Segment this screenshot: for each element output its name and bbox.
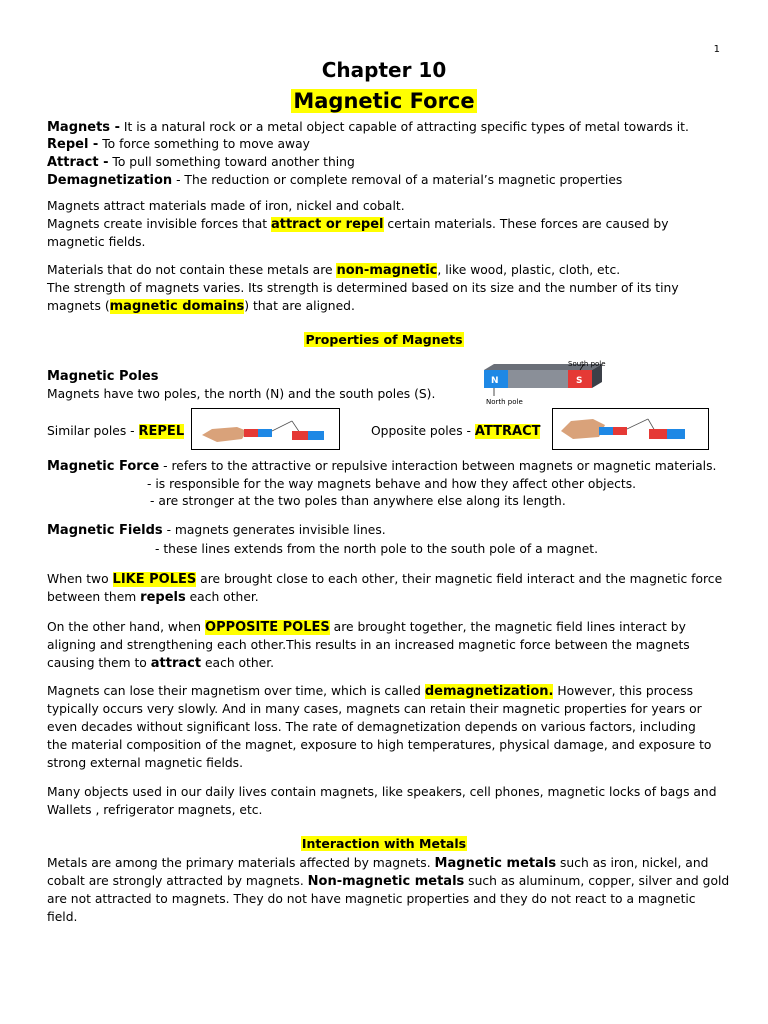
section-heading-properties: Properties of Magnets	[305, 332, 463, 347]
definition-attract: Attract - To pull something toward another thing	[47, 155, 355, 170]
paragraph-line: aligning and strengthening each other.This results in an increased magnetic force between the magnets	[47, 638, 690, 652]
chapter-heading: Chapter 10	[321, 58, 447, 82]
definition-demagnetization: Demagnetization - The reduction or complete removal of a material’s magnetic properties	[47, 173, 623, 188]
fig-north-label: North pole	[486, 398, 523, 406]
paragraph-line: even decades without significant loss. The rate of demagnetization depends on various factors, including	[47, 720, 696, 734]
paragraph-line: Many objects used in our daily lives contain magnets, like speakers, cell phones, magnetic locks of bags and	[47, 785, 717, 799]
section-heading-metals: Interaction with Metals	[301, 836, 467, 851]
paragraph-line: Magnets attract materials made of iron, nickel and cobalt.	[47, 199, 405, 213]
attract-figure	[552, 408, 709, 450]
paragraph-line: Magnets can lose their magnetism over time, which is called demagnetization. However, this process	[47, 684, 694, 699]
poles-heading: Magnetic Poles	[47, 369, 159, 384]
repel-figure	[191, 408, 340, 450]
paragraph-line: Materials that do not contain these metals are non-magnetic, like wood, plastic, cloth, etc.	[47, 263, 621, 278]
paragraph-line: Magnets create invisible forces that attract or repel certain materials. These forces are caused by	[47, 217, 669, 232]
definition-repel: Repel - To force something to move away	[47, 137, 310, 152]
fig-n-label: N	[491, 376, 499, 386]
paragraph-line: On the other hand, when OPPOSITE POLES are brought together, the magnetic field lines interact by	[47, 620, 686, 635]
paragraph-line: typically occurs very slowly. And in many cases, magnets can retain their magnetic properties for years or	[47, 702, 702, 716]
paragraph-line: are not attracted to magnets. They do not have magnetic properties and they do not react to a magnetic	[47, 892, 696, 906]
paragraph-line: field.	[47, 910, 78, 924]
paragraph-line: the material composition of the magnet, exposure to high temperatures, physical damage, and exposure to	[47, 738, 712, 752]
paragraph-line: strong external magnetic fields.	[47, 756, 243, 770]
paragraph-line: magnets (magnetic domains) that are aligned.	[47, 299, 355, 314]
paragraph-line: Wallets , refrigerator magnets, etc.	[47, 803, 263, 817]
fig-south-label: South pole	[568, 360, 606, 368]
paragraph-line: between them repels each other.	[47, 590, 259, 605]
paragraph-line: The strength of magnets varies. Its strength is determined based on its size and the number of its tiny	[47, 281, 679, 295]
fig-s-label: S	[576, 376, 583, 386]
poles-text: Magnets have two poles, the north (N) and the south poles (S).	[47, 387, 436, 401]
page-title: Magnetic Force	[293, 89, 475, 113]
bar-magnet-figure	[472, 358, 622, 406]
paragraph-line: magnetic fields.	[47, 235, 146, 249]
paragraph-line: causing them to attract each other.	[47, 656, 275, 671]
force-line: Magnetic Force - refers to the attractive or repulsive interaction between magnets or magnetic materials.	[47, 459, 717, 474]
paragraph-line: Metals are among the primary materials affected by magnets. Magnetic metals such as iron, nickel, and	[47, 856, 709, 871]
fields-line: Magnetic Fields - magnets generates invisible lines.	[47, 523, 386, 538]
paragraph-line: cobalt are strongly attracted by magnets. Non-magnetic metals such as aluminum, copper, silver and gold	[47, 874, 730, 889]
force-line: - are stronger at the two poles than anywhere else along its length.	[150, 494, 566, 508]
fields-line: - these lines extends from the north pole to the south pole of a magnet.	[155, 542, 598, 556]
definition-magnets: Magnets - It is a natural rock or a metal object capable of attracting specific types of metal towards it.	[47, 120, 689, 135]
page-number: 1	[713, 44, 720, 55]
similar-poles-line: Similar poles - REPEL	[47, 424, 185, 439]
force-line: - is responsible for the way magnets behave and how they affect other objects.	[147, 477, 637, 491]
opposite-poles-line: Opposite poles - ATTRACT	[371, 424, 541, 439]
paragraph-line: When two LIKE POLES are brought close to each other, their magnetic field interact and the magnetic force	[47, 572, 723, 587]
